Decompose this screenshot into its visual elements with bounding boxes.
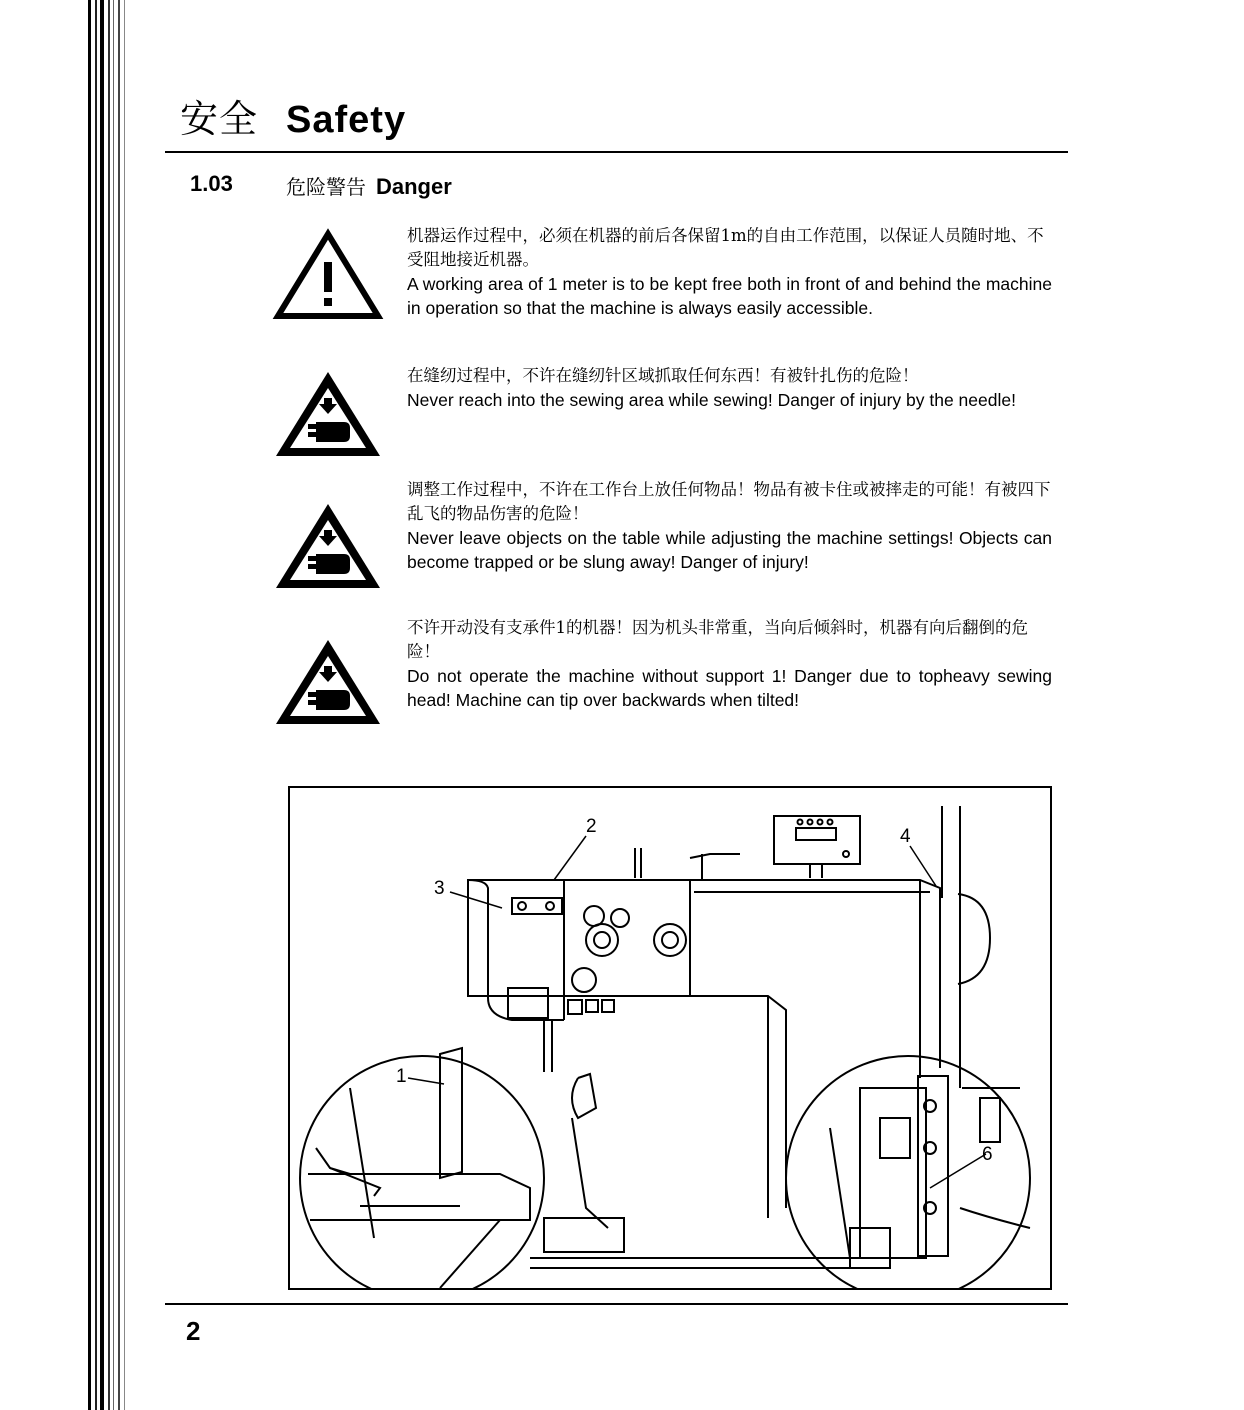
callout-label: 2 [586,816,597,837]
warning-item-2 [407,364,1052,412]
exclamation-warning-icon [272,228,384,320]
page-title-en: Safety [286,99,407,141]
warning-cn: 不许开动没有支承件1的机器！因为机头非常重，当向后倾斜时，机器有向后翻倒的危险！ [407,618,1028,661]
page-number: 2 [186,1316,201,1346]
warning-en: Never leave objects on the table while adjusting the machine settings! Objects can become trapped or be slung away! Danger of injury! [407,528,1052,572]
callout-label: 1 [396,1066,407,1087]
warning-cn: 在缝纫过程中，不许在缝纫针区域抓取任何东西！有被针扎伤的危险！ [407,366,919,385]
header-rule [165,151,1068,153]
callout-label: 6 [982,1144,993,1165]
section-title-cn: 危险警告 [286,175,366,199]
section-number: 1.03 [190,171,233,196]
warning-item-4 [407,616,1052,712]
warning-cn: 调整工作过程中，不许在工作台上放任何物品！物品有被卡住或被摔走的可能！有被四下乱飞的物品伤害的危险！ [407,480,1051,523]
warning-item-3 [407,478,1052,574]
warning-en: A working area of 1 meter is to be kept free both in front of and behind the machine in operation so that the machine is always easily accessible. [407,274,1052,318]
callout-label: 3 [434,878,445,899]
warning-item-1 [407,224,1052,320]
hand-crush-warning-icon [272,500,384,592]
footer-rule [165,1303,1068,1305]
hand-crush-warning-icon [272,368,384,460]
hand-crush-warning-icon [272,636,384,728]
warning-en: Do not operate the machine without support 1! Danger due to topheavy sewing head! Machine can tip over backwards when tilted! [407,666,1052,710]
section-title [286,171,452,200]
sewing-machine-drawing [290,788,1050,1288]
page-title [180,88,406,143]
sewing-machine-figure [288,786,1052,1290]
page-title-cn: 安全 [180,97,259,141]
section-title-en: Danger [376,174,452,199]
callout-label: 4 [900,826,911,847]
warning-en: Never reach into the sewing area while sewing! Danger of injury by the needle! [407,390,1016,410]
binding-edge [0,0,130,1410]
warning-cn: 机器运作过程中，必须在机器的前后各保留1m的自由工作范围，以保证人员随时地、不受阻地接近机器。 [407,226,1044,269]
